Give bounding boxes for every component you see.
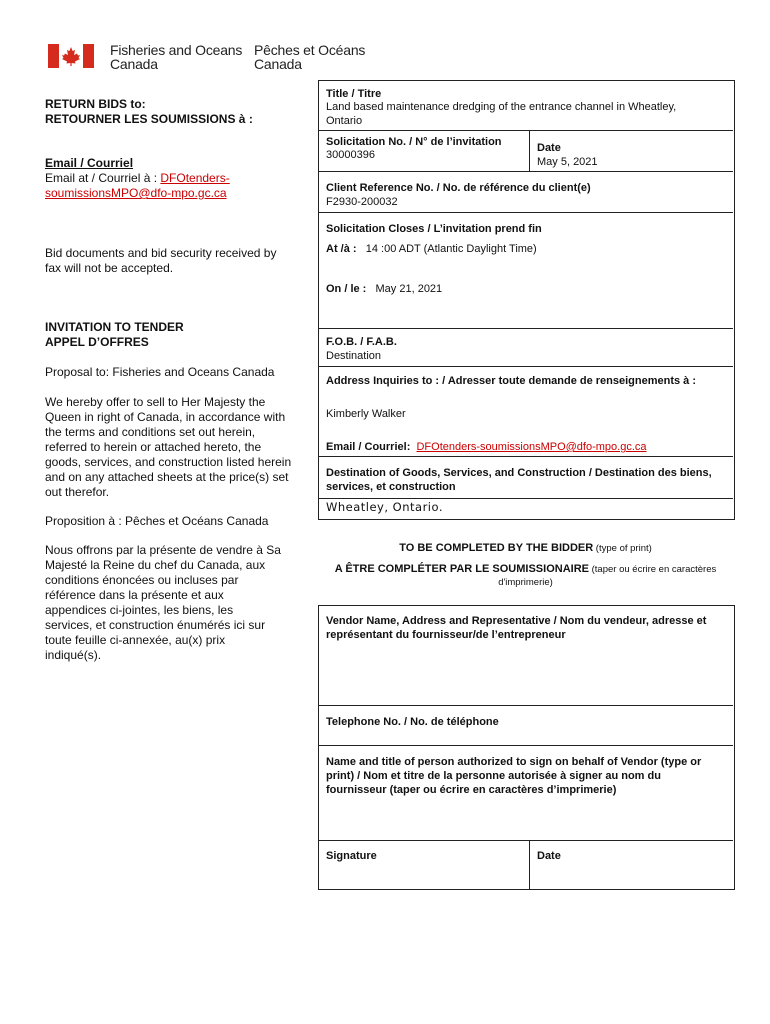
offer-en: We hereby offer to sell to Her Majesty the Queen in right of Canada, in accordance with the terms and conditions set out herein, referred to herein or attached hereto, the goods, services, and construction listed herein and on any attached sheets at the price(s) set out therefor. [45,395,292,499]
invitation-heading: INVITATION TO TENDER APPEL D’OFFRES [45,320,184,349]
proposal-to: Proposal to: Fisheries and Oceans Canada [45,365,275,379]
contact-email-link[interactable]: DFOtenders-soumissionsMPO@dfo-mpo.gc.ca [416,441,647,453]
department-name-fr: Pêches et Océans Canada [254,42,366,72]
title-value: Land based maintenance dredging of the entrance channel in Wheatley, Ontario [326,101,677,127]
email-heading: Email / Courriel [45,156,134,170]
fax-notice: Bid documents and bid security received by fax will not be accepted. [45,246,277,275]
closing-time: At /à : 14 :00 ADT (Atlantic Daylight Time) [326,243,537,255]
return-email-link[interactable]: DFOtenders- [160,171,230,185]
return-email-link-cont[interactable]: soumissionsMPO@dfo-mpo.gc.ca [45,186,227,200]
title-label: Title / Titre [326,88,382,100]
vendor-info-box [318,605,735,890]
department-name-en: Fisheries and Oceans Canada [110,42,243,72]
date-value: May 5, 2021 [537,156,598,168]
signature-label: Signature [326,850,377,862]
contact-name: Kimberly Walker [326,408,406,420]
contact-email-row: Email / Courriel: DFOtenders-soumissionsMPO@dfo-mpo.gc.ca [326,441,647,453]
solicitation-number: 30000396 [326,149,375,161]
fob-label: F.O.B. / F.A.B. [326,336,397,348]
signature-date-label: Date [537,850,561,862]
date-label: Date [537,142,561,154]
proposition-fr: Proposition à : Pêches et Océans Canada [45,514,269,528]
solicitation-label: Solicitation No. / N° de l’invitation [326,136,502,148]
solicitation-closes-label: Solicitation Closes / L’invitation prend fin [326,223,542,235]
authorized-person-label: Name and title of person authorized to sign on behalf of Vendor (type or print) / Nom et titre de la personne autorisée à signer au nom du fournisseur (taper ou écrire en caractères d’imprimerie) [326,756,702,796]
bidder-instruction-fr: A ÊTRE COMPLÉTER PAR LE SOUMISSIONAIRE (taper ou écrire en caractères d'imprimerie) [334,563,717,588]
destination-label: Destination of Goods, Services, and Construction / Destination des biens, services, et construction [326,467,712,493]
return-email-block: Email / Courriel Email at / Courriel à : DFOtenders- soumissionsMPO@dfo-mpo.gc.ca [45,156,307,201]
client-ref-value: F2930-200032 [326,196,398,208]
closing-date: On / le : May 21, 2021 [326,283,443,295]
telephone-label: Telephone No. / No. de téléphone [326,716,499,728]
fob-value: Destination [326,350,382,362]
destination-value: Wheatley, Ontario. [326,500,443,514]
canada-flag-icon [48,44,94,68]
client-ref-label: Client Reference No. / No. de référence du client(e) [326,182,591,194]
bidder-instruction-en: TO BE COMPLETED BY THE BIDDER (type of print) [399,542,652,554]
return-bids-heading: RETURN BIDS to: RETOURNER LES SOUMISSIONS à : [45,97,253,126]
offer-fr: Nous offrons par la présente de vendre à Sa Majesté la Reine du chef du Canada, aux conditions énoncées ou incluses par référence dans la présente et aux appendices ci-jointes, les biens, les services, et construction énumérés ici sur toute feuille ci-annexée, au(x) prix indiqué(s). [45,543,281,662]
address-inquiries-label: Address Inquiries to : / Adresser toute demande de renseignements à : [326,375,697,387]
vendor-label: Vendor Name, Address and Representative / Nom du vendeur, adresse et représentant du fournisseur/de l’entrepreneur [326,615,707,641]
